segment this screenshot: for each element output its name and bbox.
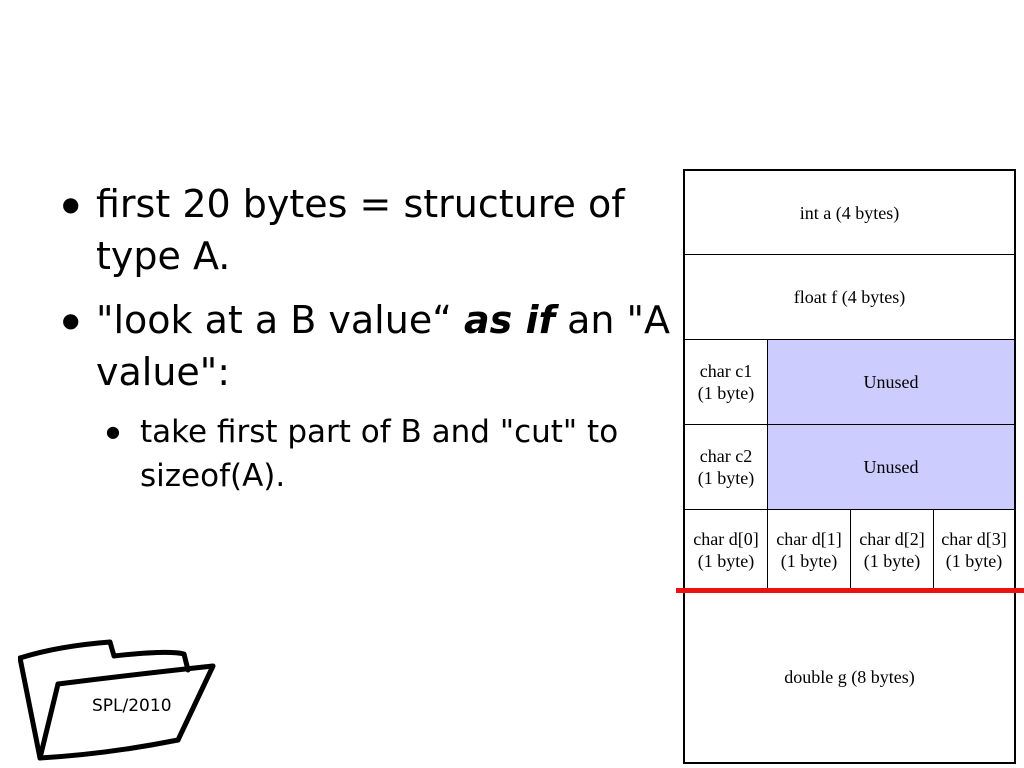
cell-char-c2-name: char c2 <box>699 446 753 466</box>
bullet-text-emphasis: as if <box>463 298 556 342</box>
cell-int-a <box>685 171 1014 255</box>
cell-char-d3-name: char d[3] <box>941 529 1007 549</box>
cell-char-c2-size: (1 byte) <box>697 468 755 488</box>
cell-char-d0-size: (1 byte) <box>697 551 755 571</box>
cell-double-g-label: double g (8 bytes) <box>784 666 915 687</box>
cell-char-d0 <box>685 510 768 591</box>
cell-char-c1 <box>685 340 768 425</box>
bullet-text: first 20 bytes = structure of type A. <box>96 182 625 278</box>
cell-char-d3 <box>934 510 1014 591</box>
cell-c2-unused-label: Unused <box>863 457 919 477</box>
cell-char-d1-size: (1 byte) <box>780 551 838 571</box>
memory-layout-diagram <box>683 169 1016 764</box>
cell-char-d2-size: (1 byte) <box>863 551 921 571</box>
bullet-dot: ● <box>62 192 80 216</box>
cell-c1-unused-label: Unused <box>863 372 919 392</box>
cell-char-d2-name: char d[2] <box>859 529 925 549</box>
cell-float-f-label: float f (4 bytes) <box>793 287 906 307</box>
cell-char-d3-size: (1 byte) <box>945 551 1003 571</box>
bullet-first-20-bytes <box>56 178 676 282</box>
cell-char-c2 <box>685 425 768 510</box>
cell-char-c1-size: (1 byte) <box>697 383 755 403</box>
bullet-text-pre: "look at a B value“ <box>96 298 464 342</box>
cell-float-f <box>685 255 1014 340</box>
cell-c1-unused <box>768 340 1014 425</box>
cell-char-d2 <box>851 510 934 591</box>
bullet-dot: ● <box>62 308 80 332</box>
cell-char-d1-name: char d[1] <box>776 529 842 549</box>
cell-int-a-label: int a (4 bytes) <box>799 202 900 223</box>
sub-bullet-cut <box>100 410 676 498</box>
cut-line <box>676 588 1024 593</box>
cell-c2-unused <box>768 425 1014 510</box>
bullet-look-at-b <box>56 294 676 398</box>
sub-bullet-text: take first part of B and "cut" to sizeof(A). <box>140 414 619 494</box>
cell-char-d1 <box>768 510 851 591</box>
cell-char-d0-name: char d[0] <box>693 529 759 549</box>
bullet-list <box>56 178 676 498</box>
cell-double-g <box>685 591 1014 762</box>
bullet-text-post: an "A value": <box>96 298 671 394</box>
cell-char-c1-name: char c1 <box>699 361 753 381</box>
footer-label: SPL/2010 <box>92 696 172 716</box>
bullet-dot: ● <box>106 422 120 441</box>
